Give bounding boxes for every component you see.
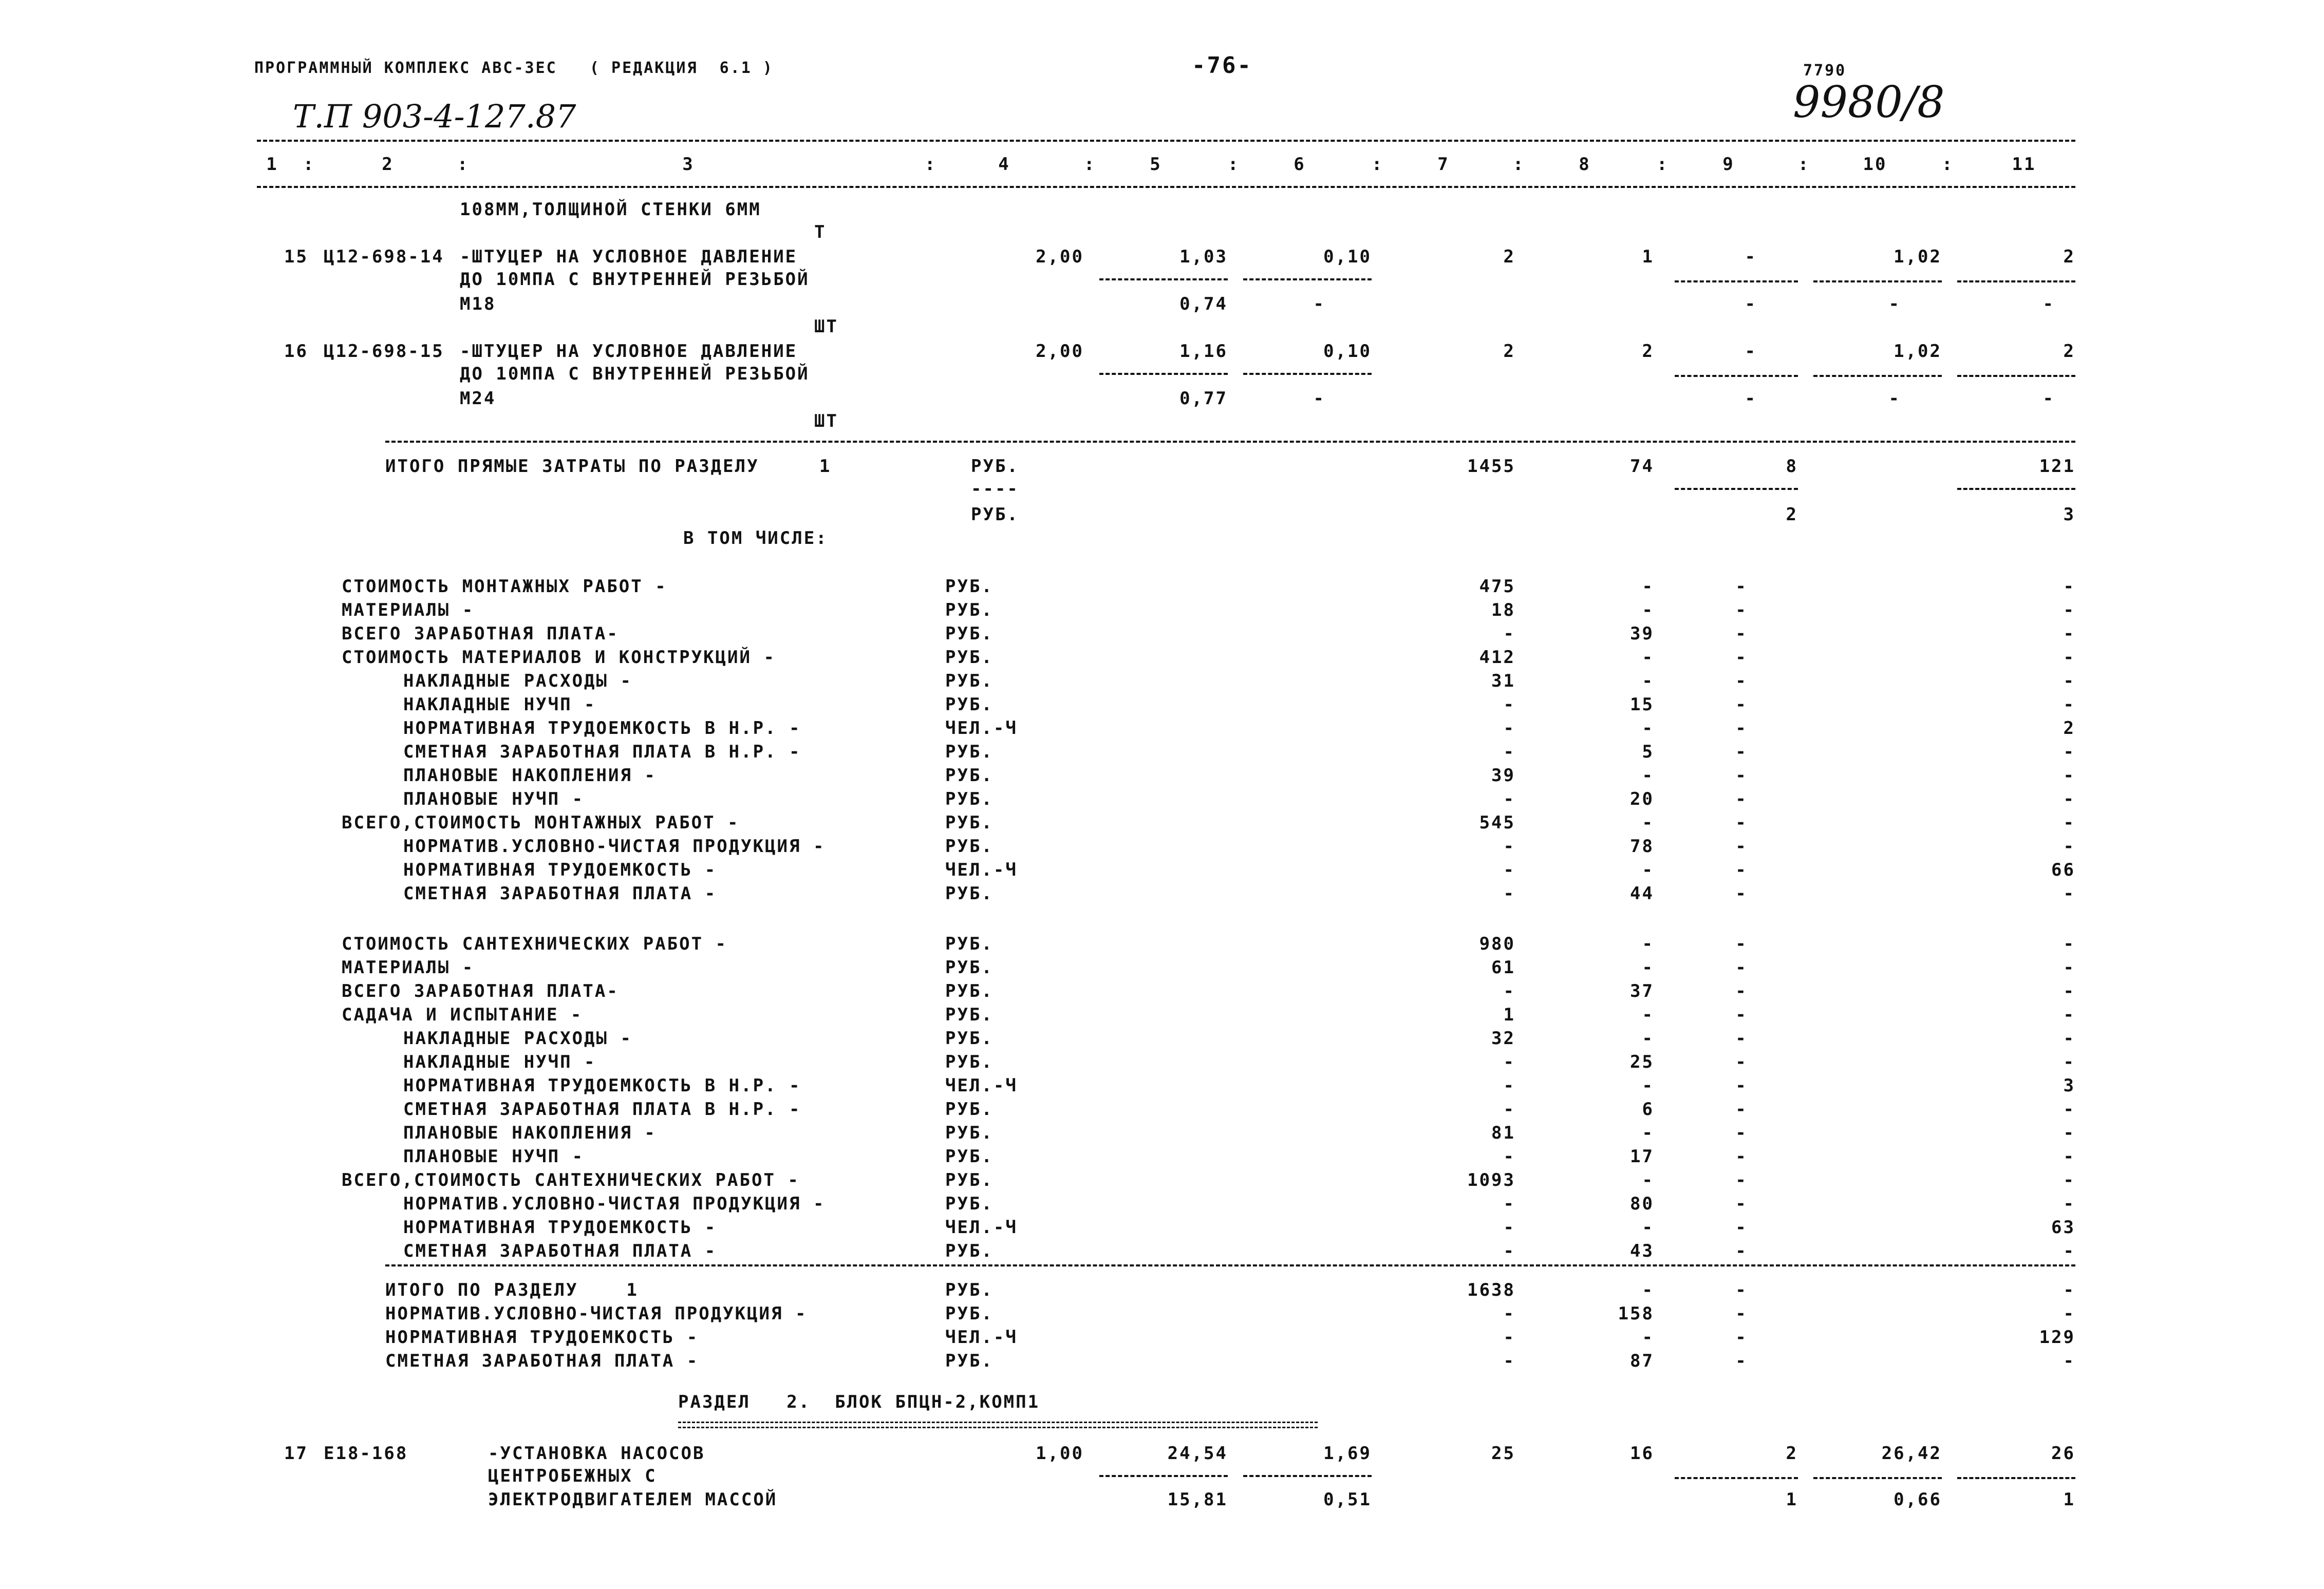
cell-u: РУБ. <box>945 1052 994 1072</box>
cell-c9: - <box>1735 1123 1748 1143</box>
header-rule-bottom <box>257 186 2075 188</box>
cell-n: ВСЕГО,СТОИМОСТЬ САНТЕХНИЧЕСКИХ РАБОТ - <box>342 1170 800 1190</box>
cell-c9: - <box>1735 1028 1748 1049</box>
cell-c11: 63 <box>2051 1217 2075 1238</box>
cell-c11: - <box>2063 1351 2075 1371</box>
cell-c8: - <box>1642 957 1654 978</box>
cell-c11: - <box>2063 694 2075 715</box>
cell-u: РУБ. <box>945 600 994 620</box>
cell-c11: 66 <box>2051 860 2075 880</box>
cell-n: СТОИМОСТЬ МАТЕРИАЛОВ И КОНСТРУКЦИЙ - <box>342 647 776 668</box>
cell-n: СМЕТНАЯ ЗАРАБОТНАЯ ПЛАТА В Н.Р. - <box>403 1099 801 1120</box>
cell-n: ПЛАНОВЫЕ НАКОПЛЕНИЯ - <box>403 765 657 786</box>
cell-c9: - <box>1735 1280 1748 1300</box>
cell-u: РУБ. <box>945 789 994 809</box>
cell-n: ВСЕГО ЗАРАБОТНАЯ ПЛАТА- <box>342 623 619 644</box>
cell-n: НОРМАТИВ.УСЛОВНО-ЧИСТАЯ ПРОДУКЦИЯ - <box>385 1303 808 1324</box>
cell-c7: 545 <box>1479 812 1515 833</box>
cell-c9: - <box>1735 600 1748 620</box>
cell-c11: - <box>2063 671 2075 691</box>
cell-c7: - <box>1503 1241 1515 1261</box>
cell-c7: 475 <box>1479 576 1515 597</box>
cell-u: ЧЕЛ.-Ч <box>945 1217 1018 1238</box>
cell-c9: - <box>1735 957 1748 978</box>
cell-c7: - <box>1503 981 1515 1001</box>
cell-n: ПЛАНОВЫЕ НАКОПЛЕНИЯ - <box>403 1123 657 1143</box>
cell-n: СМЕТНАЯ ЗАРАБОТНАЯ ПЛАТА В Н.Р. - <box>403 742 801 762</box>
cell-u: ЧЕЛ.-Ч <box>945 718 1018 739</box>
cell-u: РУБ. <box>945 1303 994 1324</box>
cell-n: СМЕТНАЯ ЗАРАБОТНАЯ ПЛАТА - <box>403 883 717 904</box>
cell-u: РУБ. <box>945 812 994 833</box>
cell-c11: - <box>2063 1194 2075 1214</box>
row-unit: ШТ <box>814 411 838 431</box>
cell-n: СТОИМОСТЬ МОНТАЖНЫХ РАБОТ - <box>342 576 667 597</box>
cell-c7: 81 <box>1491 1123 1515 1143</box>
cell-c8: - <box>1642 600 1654 620</box>
cell-n: НОРМАТИВНАЯ ТРУДОЕМКОСТЬ В Н.Р. - <box>403 1075 801 1096</box>
cell-c7: - <box>1503 694 1515 715</box>
cell-c8: - <box>1642 1170 1654 1190</box>
cell-c11: - <box>2063 789 2075 809</box>
cell-n: СТОИМОСТЬ САНТЕХНИЧЕСКИХ РАБОТ - <box>342 934 728 954</box>
row-name-cont: ЦЕНТРОБЕЖНЫХ С <box>488 1466 657 1486</box>
cell-c8: 158 <box>1618 1303 1654 1324</box>
cell-c9: - <box>1735 1099 1748 1120</box>
cell-c8: - <box>1642 765 1654 786</box>
col-1: 1 <box>266 154 278 175</box>
cell-c8: - <box>1642 1028 1654 1049</box>
cell-c9: - <box>1735 836 1748 857</box>
cell-c8: - <box>1642 1217 1654 1238</box>
cell-c11: - <box>2063 981 2075 1001</box>
cell-u: РУБ. <box>945 981 994 1001</box>
cell-c11: - <box>2063 836 2075 857</box>
cell-c11: - <box>2063 1005 2075 1025</box>
cell-c9: - <box>1735 789 1748 809</box>
including-label: В ТОМ ЧИСЛЕ: <box>683 528 828 548</box>
cell-c8: - <box>1642 671 1654 691</box>
cell-c7: - <box>1503 883 1515 904</box>
cell-c7: 31 <box>1491 671 1515 691</box>
cell-c11: 3 <box>2063 1075 2075 1096</box>
cell-c7: - <box>1503 742 1515 762</box>
cell-c11: - <box>2063 647 2075 668</box>
cell-c9: - <box>1735 1052 1748 1072</box>
col-9: 9 <box>1722 154 1735 175</box>
row-name-cont: ДО 10МПА С ВНУТРЕННЕЙ РЕЗЬБОЙ <box>460 269 810 290</box>
cell-c11: - <box>2063 765 2075 786</box>
cell-c8: 17 <box>1630 1146 1654 1167</box>
cell-c9: - <box>1735 718 1748 739</box>
cell-n: НОРМАТИВНАЯ ТРУДОЕМКОСТЬ - <box>385 1327 699 1348</box>
col-7: 7 <box>1437 154 1450 175</box>
cell-c8: 20 <box>1630 789 1654 809</box>
handwritten-inventory-number: 9980/8 <box>1793 77 1945 127</box>
cell-c11: - <box>2063 1241 2075 1261</box>
cell-c11: - <box>2063 1303 2075 1324</box>
separator: ---- <box>971 479 1019 499</box>
cell-c7: - <box>1503 1146 1515 1167</box>
cell-c7: 1638 <box>1467 1280 1515 1300</box>
cell-c8: 25 <box>1630 1052 1654 1072</box>
cell-c9: - <box>1735 1217 1748 1238</box>
cell-n: СМЕТНАЯ ЗАРАБОТНАЯ ПЛАТА - <box>403 1241 717 1261</box>
cell-c8: 78 <box>1630 836 1654 857</box>
cell-u: РУБ. <box>945 742 994 762</box>
cell-c9: - <box>1735 934 1748 954</box>
col-10: 10 <box>1863 154 1887 175</box>
cell-c7: 412 <box>1479 647 1515 668</box>
cell-n: НОРМАТИВНАЯ ТРУДОЕМКОСТЬ - <box>403 1217 717 1238</box>
cell-c9: - <box>1735 1075 1748 1096</box>
cell-u: РУБ. <box>945 1005 994 1025</box>
cell-c11: - <box>2063 883 2075 904</box>
cell-c11: - <box>2063 1123 2075 1143</box>
cell-c11: - <box>2063 1052 2075 1072</box>
cell-c7: - <box>1503 1327 1515 1348</box>
row-continuation: 108ММ,ТОЛЩИНОЙ СТЕНКИ 6ММ <box>460 199 761 220</box>
cell-c9: - <box>1735 981 1748 1001</box>
cell-u: РУБ. <box>945 576 994 597</box>
cell-c7: 1093 <box>1467 1170 1515 1190</box>
cell-u: РУБ. <box>945 1099 994 1120</box>
cell-n: МАТЕРИАЛЫ - <box>342 600 475 620</box>
cell-n: ПЛАНОВЫЕ НУЧП - <box>403 789 585 809</box>
col-3: 3 <box>682 154 695 175</box>
col-8: 8 <box>1579 154 1591 175</box>
cell-c8: - <box>1642 1075 1654 1096</box>
program-title: ПРОГРАММНЫЙ КОМПЛЕКС АВС-ЗЕС ( РЕДАКЦИЯ 6.1 ) <box>254 59 774 77</box>
cell-c8: 80 <box>1630 1194 1654 1214</box>
cell-c9: - <box>1735 1005 1748 1025</box>
cell-u: РУБ. <box>945 1146 994 1167</box>
cell-u: РУБ. <box>945 694 994 715</box>
cell-c7: 1 <box>1503 1005 1515 1025</box>
cell-c11: - <box>2063 1028 2075 1049</box>
cell-c8: 87 <box>1630 1351 1654 1371</box>
handwritten-doc-number: Т.П 903-4-127.87 <box>293 98 576 135</box>
cell-c11: - <box>2063 957 2075 978</box>
cell-c7: 61 <box>1491 957 1515 978</box>
cell-c7: - <box>1503 718 1515 739</box>
cell-n: НАКЛАДНЫЕ РАСХОДЫ - <box>403 671 632 691</box>
cell-c8: 15 <box>1630 694 1654 715</box>
cell-c8: 6 <box>1642 1099 1654 1120</box>
cell-c9: - <box>1735 671 1748 691</box>
cell-c9: - <box>1735 765 1748 786</box>
cell-c9: - <box>1735 1303 1748 1324</box>
cell-c11: - <box>2063 1170 2075 1190</box>
cell-c11: - <box>2063 600 2075 620</box>
cell-c7: - <box>1503 860 1515 880</box>
col-11: 11 <box>2012 154 2036 175</box>
cell-c9: - <box>1735 576 1748 597</box>
col-6: 6 <box>1294 154 1306 175</box>
cell-n: СМЕТНАЯ ЗАРАБОТНАЯ ПЛАТА - <box>385 1351 699 1371</box>
cell-c8: - <box>1642 1005 1654 1025</box>
cell-u: РУБ. <box>945 957 994 978</box>
cell-c9: - <box>1735 742 1748 762</box>
cell-c9: - <box>1735 883 1748 904</box>
cell-c8: 37 <box>1630 981 1654 1001</box>
header-rule-top <box>257 140 2075 142</box>
cell-n: НОРМАТИВ.УСЛОВНО-ЧИСТАЯ ПРОДУКЦИЯ - <box>403 836 826 857</box>
page-number: -76- <box>1192 52 1252 79</box>
cell-c9: - <box>1735 812 1748 833</box>
cell-c7: - <box>1503 1194 1515 1214</box>
row-name-cont: ДО 10МПА С ВНУТРЕННЕЙ РЕЗЬБОЙ <box>460 364 810 384</box>
cell-c8: - <box>1642 647 1654 668</box>
section-2-title: РАЗДЕЛ 2. БЛОК БПЦН-2,КОМП1 <box>678 1392 1040 1412</box>
cell-c11: - <box>2063 1280 2075 1300</box>
cell-c9: - <box>1735 647 1748 668</box>
cell-c8: - <box>1642 718 1654 739</box>
cell-n: НАКЛАДНЫЕ РАСХОДЫ - <box>403 1028 632 1049</box>
col-4: 4 <box>998 154 1010 175</box>
cell-c8: 39 <box>1630 623 1654 644</box>
cell-c7: 980 <box>1479 934 1515 954</box>
cell-c8: - <box>1642 812 1654 833</box>
cell-c9: - <box>1735 1194 1748 1214</box>
section-2-underline <box>678 1422 1318 1428</box>
cell-u: РУБ. <box>945 623 994 644</box>
cell-c7: - <box>1503 1217 1515 1238</box>
cell-c9: - <box>1735 860 1748 880</box>
cell-c8: - <box>1642 934 1654 954</box>
cell-c9: - <box>1735 1327 1748 1348</box>
cell-c11: - <box>2063 742 2075 762</box>
cell-u: РУБ. <box>945 647 994 668</box>
cell-c7: - <box>1503 1075 1515 1096</box>
cell-c7: 39 <box>1491 765 1515 786</box>
cell-n: НОРМАТИВ.УСЛОВНО-ЧИСТАЯ ПРОДУКЦИЯ - <box>403 1194 826 1214</box>
cell-c7: - <box>1503 1303 1515 1324</box>
row-unit: Т <box>814 222 827 242</box>
cell-u: РУБ. <box>945 1194 994 1214</box>
cell-n: НАКЛАДНЫЕ НУЧП - <box>403 694 596 715</box>
cell-c7: 18 <box>1491 600 1515 620</box>
cell-c7: 32 <box>1491 1028 1515 1049</box>
cell-c11: - <box>2063 1146 2075 1167</box>
cell-u: ЧЕЛ.-Ч <box>945 860 1018 880</box>
cell-c8: - <box>1642 860 1654 880</box>
cell-u: РУБ. <box>945 1351 994 1371</box>
cell-n: ПЛАНОВЫЕ НУЧП - <box>403 1146 585 1167</box>
cell-c8: 5 <box>1642 742 1654 762</box>
cell-c9: - <box>1735 694 1748 715</box>
cell-n: ВСЕГО,СТОИМОСТЬ МОНТАЖНЫХ РАБОТ - <box>342 812 740 833</box>
cell-c8: - <box>1642 1327 1654 1348</box>
cell-c9: - <box>1735 1351 1748 1371</box>
cell-c9: - <box>1735 1241 1748 1261</box>
cell-u: РУБ. <box>945 1028 994 1049</box>
cell-u: РУБ. <box>945 1241 994 1261</box>
cell-n: НАКЛАДНЫЕ НУЧП - <box>403 1052 596 1072</box>
cell-n: МАТЕРИАЛЫ - <box>342 957 475 978</box>
doc-code: 7790 <box>1803 62 1847 80</box>
cell-c7: - <box>1503 1351 1515 1371</box>
row-unit: ШТ <box>814 316 838 337</box>
cell-c7: - <box>1503 623 1515 644</box>
cell-c8: - <box>1642 1123 1654 1143</box>
cell-c8: 44 <box>1630 883 1654 904</box>
cell-c11: 2 <box>2063 718 2075 739</box>
col-5: 5 <box>1150 154 1162 175</box>
cell-u: РУБ. <box>945 1123 994 1143</box>
cell-c8: - <box>1642 1280 1654 1300</box>
cell-c7: - <box>1503 1052 1515 1072</box>
cell-n: НОРМАТИВНАЯ ТРУДОЕМКОСТЬ - <box>403 860 717 880</box>
cell-u: ЧЕЛ.-Ч <box>945 1075 1018 1096</box>
cell-u: РУБ. <box>945 671 994 691</box>
cell-c11: - <box>2063 576 2075 597</box>
cell-c9: - <box>1735 1146 1748 1167</box>
cell-u: ЧЕЛ.-Ч <box>945 1327 1018 1348</box>
cell-c8: 43 <box>1630 1241 1654 1261</box>
cell-u: РУБ. <box>945 883 994 904</box>
cell-u: РУБ. <box>945 765 994 786</box>
cell-n: ВСЕГО ЗАРАБОТНАЯ ПЛАТА- <box>342 981 619 1001</box>
cell-u: РУБ. <box>945 836 994 857</box>
cell-n: НОРМАТИВНАЯ ТРУДОЕМКОСТЬ В Н.Р. - <box>403 718 801 739</box>
col-2: 2 <box>382 154 394 175</box>
cell-u: РУБ. <box>945 1280 994 1300</box>
cell-c9: - <box>1735 1170 1748 1190</box>
cell-c9: - <box>1735 623 1748 644</box>
cell-n: САДАЧА И ИСПЫТАНИЕ - <box>342 1005 583 1025</box>
cell-c11: 129 <box>2039 1327 2075 1348</box>
cell-c11: - <box>2063 934 2075 954</box>
cell-c11: - <box>2063 812 2075 833</box>
cell-u: РУБ. <box>945 1170 994 1190</box>
cell-u: РУБ. <box>945 934 994 954</box>
cell-c7: - <box>1503 836 1515 857</box>
cell-c7: - <box>1503 1099 1515 1120</box>
cell-c7: - <box>1503 789 1515 809</box>
cell-c11: - <box>2063 1099 2075 1120</box>
cell-c8: - <box>1642 576 1654 597</box>
cell-c11: - <box>2063 623 2075 644</box>
cell-n: ИТОГО ПО РАЗДЕЛУ 1 <box>385 1280 639 1300</box>
